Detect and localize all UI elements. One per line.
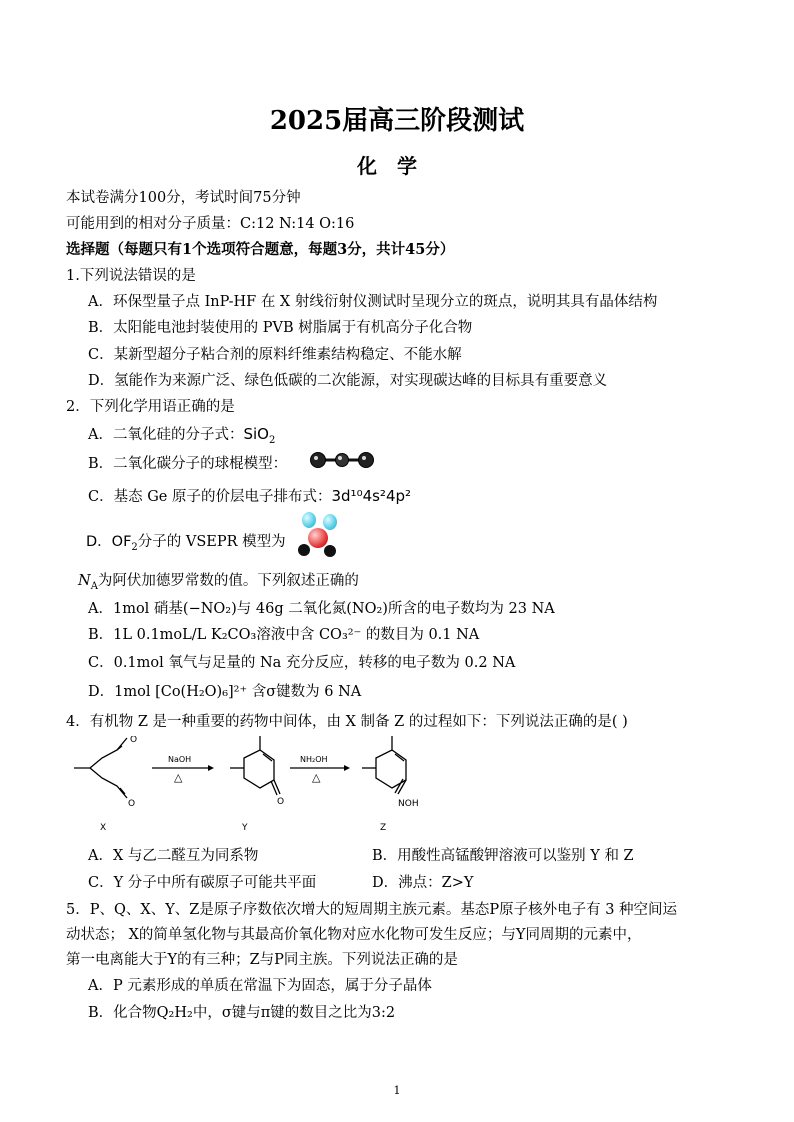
label-z: Z (380, 823, 387, 833)
q3-na-symbol: N (78, 573, 91, 589)
q2-option-d-text: 分子的 VSEPR 模型为 (137, 534, 286, 550)
q2-option-d (86, 530, 286, 553)
q2-option-d-pre: D．OF (86, 534, 132, 550)
molecule-x (74, 738, 127, 798)
exam-info-time: 本试卷满分100分，考试时间75分钟 (66, 190, 301, 206)
q2-stem: 2．下列化学用语正确的是 (66, 399, 235, 415)
reagent-naoh: NaOH (168, 755, 192, 764)
q1-stem: 1.下列说法错误的是 (66, 268, 196, 284)
q2-option-a (88, 423, 275, 446)
q2-option-b (88, 452, 287, 473)
q3-option-c: C．0.1mol 氧气与足量的 Na 充分反应，转移的电子数为 0.2 NA (88, 655, 516, 671)
section-heading: 选择题（每题只有1个选项符合题意，每题3分，共计45分） (66, 241, 455, 258)
q3-stem (78, 569, 359, 592)
molecule-y (230, 736, 280, 795)
q5-option-b: B．化合物Q₂H₂中，σ键与π键的数目之比为3:2 (88, 1005, 396, 1021)
q4-option-b: B．用酸性高锰酸钾溶液可以鉴别 Y 和 Z (372, 848, 634, 864)
q5-stem-line1: 5．P、Q、X、Y、Z是原子序数依次增大的短周期主族元素。基态P原子核外电子有 3 种空间运 (66, 902, 678, 918)
q3-option-d: D．1mol [Co(H₂O)₆]²⁺ 含σ键数为 6 NA (88, 684, 362, 700)
q4-stem: 4．有机物 Z 是一种重要的药物中间体，由 X 制备 Z 的过程如下：下列说法正确的是( ) (66, 714, 628, 730)
page-number: 1 (393, 1084, 401, 1097)
q4-option-c: C．Y 分子中所有碳原子可能共平面 (88, 875, 317, 891)
q2-option-a-formula: SiO (243, 425, 269, 443)
q3-na-sub: A (90, 580, 98, 592)
subject-title: 化学 (357, 154, 437, 178)
y-atom-o: O (277, 797, 285, 807)
z-atom-noh: NOH (398, 799, 419, 809)
q4-option-d: D．沸点：Z>Y (372, 875, 474, 891)
x-atom-o-top: O (130, 736, 138, 745)
q5-stem-line3: 第一电离能大于Y的有三种；Z与P同主族。下列说法正确的是 (66, 952, 458, 968)
q2-option-c-formula: 3d¹⁰4s²4p² (331, 487, 412, 505)
q3-stem-text: 为阿伏加德罗常数的值。下列叙述正确的 (97, 573, 359, 589)
of2-vsepr-model (294, 508, 344, 558)
q4-reaction-scheme (70, 736, 450, 836)
exam-title: 2025届高三阶段测试 (269, 106, 525, 136)
q2-option-a-text: A．二氧化硅的分子式： (88, 427, 244, 443)
molecule-z (362, 736, 406, 794)
q2-option-d-sub: 2 (131, 541, 138, 553)
q2-option-c-text: C．基态 Ge 原子的价层电子排布式： (88, 489, 332, 505)
q5-stem-line2: 动状态； X的简单氢化物与其最高价氧化物对应水化物可发生反应；与Y同周期的元素中， (66, 927, 642, 943)
q1-option-b: B．太阳能电池封装使用的 PVB 树脂属于有机高分子化合物 (88, 320, 473, 336)
q1-option-d: D．氢能作为来源广泛、绿色低碳的二次能源，对实现碳达峰的目标具有重要意义 (88, 373, 608, 389)
q3-option-b: B．1L 0.1moL/L K₂CO₃溶液中含 CO₃²⁻ 的数目为 0.1 NA (88, 627, 480, 643)
q4-option-a: A．X 与乙二醛互为同系物 (88, 848, 259, 864)
heat-symbol-2: △ (312, 771, 321, 784)
label-y: Y (242, 823, 248, 833)
q2-option-c (88, 485, 411, 506)
q5-option-a: A．P 元素形成的单质在常温下为固态，属于分子晶体 (88, 978, 432, 994)
co2-ball-stick-model (308, 450, 376, 470)
q1-option-c: C．某新型超分子粘合剂的原料纤维素结构稳定、不能水解 (88, 347, 462, 363)
exam-info-mass: 可能用到的相对分子质量：C:12 N:14 O:16 (66, 216, 355, 232)
q2-option-a-sub: 2 (268, 434, 276, 446)
x-atom-o-bottom: O (128, 799, 136, 809)
q3-option-a: A．1mol 硝基(−NO₂)与 46g 二氧化氮(NO₂)所含的电子数均为 23 NA (88, 601, 555, 617)
q1-option-a: A．环保型量子点 InP-HF 在 X 射线衍射仪测试时呈现分立的斑点，说明其具有晶体结构 (88, 294, 658, 310)
heat-symbol-1: △ (174, 771, 183, 784)
q2-option-b-text: B．二氧化碳分子的球棍模型： (88, 456, 288, 472)
label-x: X (100, 823, 107, 833)
reagent-nh2oh: NH₂OH (300, 755, 328, 764)
